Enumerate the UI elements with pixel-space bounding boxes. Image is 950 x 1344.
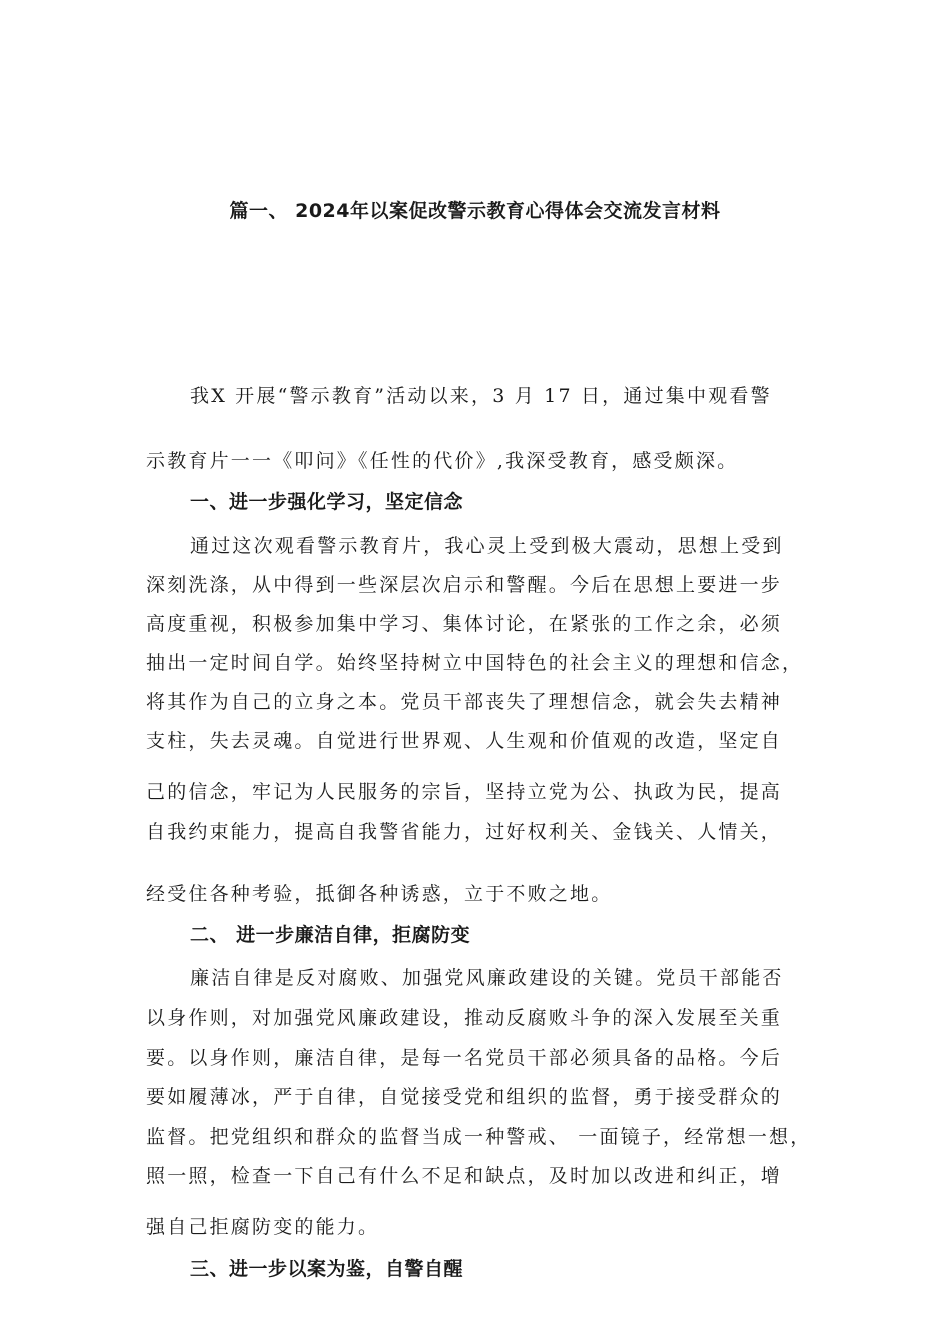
section2-line-5: 监督。把党组织和群众的监督当成一种警戒、 一面镜子，经常想一想， <box>146 1126 812 1148</box>
section1-line-2: 深刻洗涤，从中得到一些深层次启示和警醒。今后在思想上要进一步 <box>146 574 783 596</box>
intro-line-1: 我X 开展“警示教育”活动以来，3 月 17 日，通过集中观看警 <box>190 385 772 407</box>
document-title: 篇一、 2024年以案促改警示教育心得体会交流发言材料 <box>229 200 721 222</box>
section1-line-1: 通过这次观看警示教育片，我心灵上受到极大震动，思想上受到 <box>190 535 784 557</box>
section1-heading: 一、进一步强化学习，坚定信念 <box>190 491 464 513</box>
section3-heading: 三、进一步以案为鉴，自警自醒 <box>190 1258 464 1280</box>
section1-line-5: 将其作为自己的立身之本。党员干部丧失了理想信念，就会失去精神 <box>146 691 783 713</box>
section1-line-9: 经受住各种考验，抵御各种诱惑，立于不败之地。 <box>146 883 613 905</box>
section2-line-2: 以身作则，对加强党风廉政建设，推动反腐败斗争的深入发展至关重 <box>146 1007 783 1029</box>
intro-line-2: 示教育片一一《叩问》《任性的代价》,我深受教育，感受颇深。 <box>146 450 739 472</box>
section2-heading: 二、 进一步廉洁自律，拒腐防变 <box>190 924 471 946</box>
section2-line-1: 廉洁自律是反对腐败、加强党风廉政建设的关键。党员干部能否 <box>190 967 784 989</box>
section1-line-3: 高度重视，积极参加集中学习、集体讨论，在紧张的工作之余，必须 <box>146 613 783 635</box>
section1-line-6: 支柱，失去灵魂。自觉进行世界观、人生观和价值观的改造，坚定自 <box>146 730 783 752</box>
section1-line-8: 自我约束能力，提高自我警省能力，过好权利关、金钱关、人情关， <box>146 821 783 843</box>
section2-line-3: 要。以身作则，廉洁自律，是每一名党员干部必须具备的品格。今后 <box>146 1047 783 1069</box>
section2-line-7: 强自己拒腐防变的能力。 <box>146 1216 380 1238</box>
section1-line-4: 抽出一定时间自学。始终坚持树立中国特色的社会主义的理想和信念， <box>146 652 804 674</box>
section2-line-6: 照一照，检查一下自己有什么不足和缺点，及时加以改进和纠正，增 <box>146 1165 783 1187</box>
section1-line-7: 己的信念，牢记为人民服务的宗旨，坚持立党为公、执政为民，提高 <box>146 781 783 803</box>
section2-line-4: 要如履薄冰，严于自律，自觉接受党和组织的监督，勇于接受群众的 <box>146 1086 783 1108</box>
